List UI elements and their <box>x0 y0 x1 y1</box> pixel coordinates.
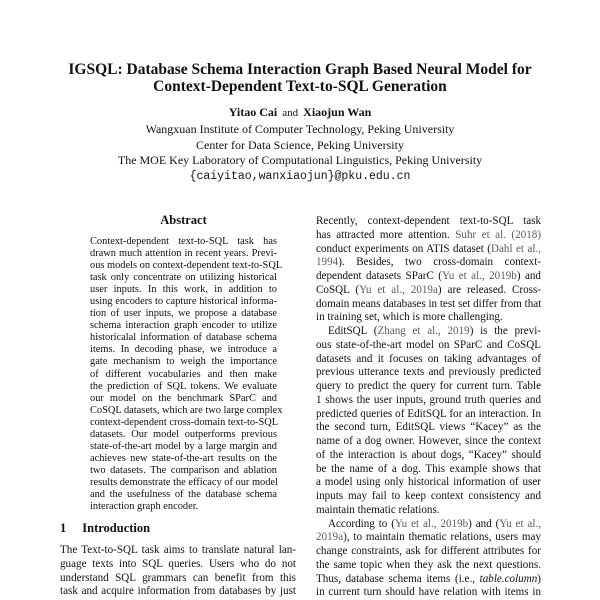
affiliation: The MOE Key Laboratory of Computational Linguistics, Peking University <box>117 153 483 168</box>
text-line: Context-dependent text-to-SQL task has <box>90 236 277 247</box>
title-line: IGSQL: Database Schema Interaction Graph Based Neural Model for <box>68 61 532 78</box>
text-line: 1 shows the user inputs, ground truth queries and <box>316 393 541 406</box>
text-line: the prediction of SQL tokens. We evaluate <box>90 380 277 392</box>
text-line: historicalal information of database schema <box>90 332 277 344</box>
text-line: inputs may fail to keep context consistency and <box>316 490 541 502</box>
text-line: and the usefulness of the database schema <box>90 488 277 500</box>
text-line: change constraints, ask for different attributes for <box>316 545 541 557</box>
abstract-heading: Abstract <box>160 213 207 227</box>
authors-joiner: and <box>282 107 299 119</box>
text-line: Recently, context-dependent text-to-SQL task <box>316 215 541 227</box>
section-number: 1 <box>60 521 67 535</box>
text-line: maintain thematic relations. <box>316 503 440 516</box>
text-line: task and acquire information from databases by just <box>60 585 296 598</box>
text-line: query to predict the query for current turn. Table <box>316 380 541 392</box>
author-list <box>0 105 600 120</box>
text-line: gate mechanism to weigh the importance <box>90 356 277 368</box>
text-line: EditSQL (Zhang et al., 2019) is the previ- <box>328 325 541 337</box>
citation[interactable]: Yu et al., <box>499 517 541 530</box>
citation[interactable]: Yu et al., 2019b <box>442 270 517 282</box>
text-line: datasets. Our model outperforms previous <box>90 428 277 440</box>
text-line: of different vocabularies and then make <box>90 368 277 380</box>
section-heading-introduction <box>60 521 150 536</box>
text-line: has attracted more attention. Suhr et al. (2018) <box>316 228 542 241</box>
text-line: results demonstrate the efficacy of our model <box>90 476 278 488</box>
section-title: Introduction <box>82 521 151 535</box>
citation[interactable]: Zhang et al., 2019 <box>377 325 470 337</box>
citation[interactable]: Yu et al., 2019b <box>394 517 469 530</box>
text-line: According to (Yu et al., 2019b) and (Yu et al., <box>328 517 541 530</box>
text-line: be the name of a dog. This example shows that <box>316 462 541 475</box>
citation[interactable]: Yu et al., 2019a <box>359 283 438 296</box>
text-line: our model on the benchmark SParC and <box>90 392 277 404</box>
text-line: interaction graph encoder. <box>90 501 199 513</box>
text-line: CoSQL datasets, which are two large complex <box>90 404 283 416</box>
affiliations <box>0 122 600 184</box>
right-column-body <box>316 215 541 600</box>
text-line: name of a dog owner. However, since the context <box>316 435 541 447</box>
text-line: the second turn, EditSQL views “Kacey” as the <box>316 421 541 434</box>
citation[interactable]: 1994 <box>316 256 339 269</box>
text-line: schema interaction graph encoder to utilize <box>90 320 277 332</box>
text-line: ous models on context-dependent text-to-SQL <box>90 260 283 272</box>
text-line: predicted queries of EditSQL for an interaction. In <box>316 407 541 420</box>
author-email: {caiyitao,wanxiaojun}@pku.edu.cn <box>189 169 411 183</box>
text-line: drawn much attention in recent years. Previ- <box>90 248 277 260</box>
abstract-body <box>90 236 283 513</box>
author-name: Xiaojun Wan <box>303 105 372 119</box>
affiliation: Center for Data Science, Peking University <box>196 137 404 152</box>
citation[interactable]: 2019a <box>316 531 344 544</box>
text-line: state-of-the-art model by a large margin and <box>90 440 277 452</box>
text-line: CoSQL (Yu et al., 2019a) are released. Cross- <box>316 283 541 296</box>
text-line: Thus, database schema items (i.e., table.column) <box>316 572 541 585</box>
text-line: user inputs. In this work, in addition to <box>90 284 277 296</box>
text-line: ous state-of-the-art model on SParC and CoSQL <box>316 338 541 351</box>
text-line: a model using only historical information of user <box>316 476 541 489</box>
text-line: in current turn should have relation with items in <box>316 586 541 599</box>
title-line: Context-Dependent Text-to-SQL Generation <box>153 78 447 95</box>
text-line: 1994). Besides, two cross-domain context- <box>316 256 541 269</box>
text-line: in training set, which is more challenging. <box>316 311 503 324</box>
introduction-body <box>60 544 296 599</box>
text-line: items. In decoding phase, we introduce a <box>90 344 277 356</box>
text-line: dependent datasets SParC (Yu et al., 2019b) and <box>316 270 541 282</box>
text-line: context-dependent cross-domain text-to-SQL <box>90 416 279 428</box>
text-line: task only concentrate on utilizing historical <box>90 272 277 284</box>
text-line: previous utterance texts and previously predicted <box>316 366 541 379</box>
text-line: the same topic when they ask the next questions. <box>316 558 541 571</box>
text-line: The Text-to-SQL task aims to translate natural lan- <box>60 544 296 556</box>
text-line: datasets and it focuses on taking advantages of <box>316 352 541 365</box>
affiliation: Wangxuan Institute of Computer Technology, Peking University <box>145 122 455 136</box>
text-line: domain means databases in test set differ from that <box>316 297 542 310</box>
text-line: of the interaction is about dogs, “Kacey” should <box>316 448 541 461</box>
text-line: achieves new state-of-the-art results on the <box>90 452 277 464</box>
text-line: tion of user inputs, we propose a database <box>90 308 277 320</box>
text-line: using encoders to capture historical informa- <box>90 296 277 308</box>
citation[interactable]: Dahl et al., <box>490 242 542 255</box>
citation[interactable]: Suhr et al. (2018) <box>455 228 542 241</box>
text-line: guage texts into SQL queries. Users who do not <box>60 557 296 570</box>
text-line: 2019a), to maintain thematic relations, users may <box>316 531 541 544</box>
text-line: two datasets. The comparison and ablation <box>90 464 277 476</box>
author-name: Yitao Cai <box>228 105 278 119</box>
paper-title <box>0 61 600 95</box>
text-line: understand SQL grammars can benefit from this <box>60 571 296 584</box>
text-line: conduct experiments on ATIS dataset (Dahl et al., <box>316 242 542 255</box>
